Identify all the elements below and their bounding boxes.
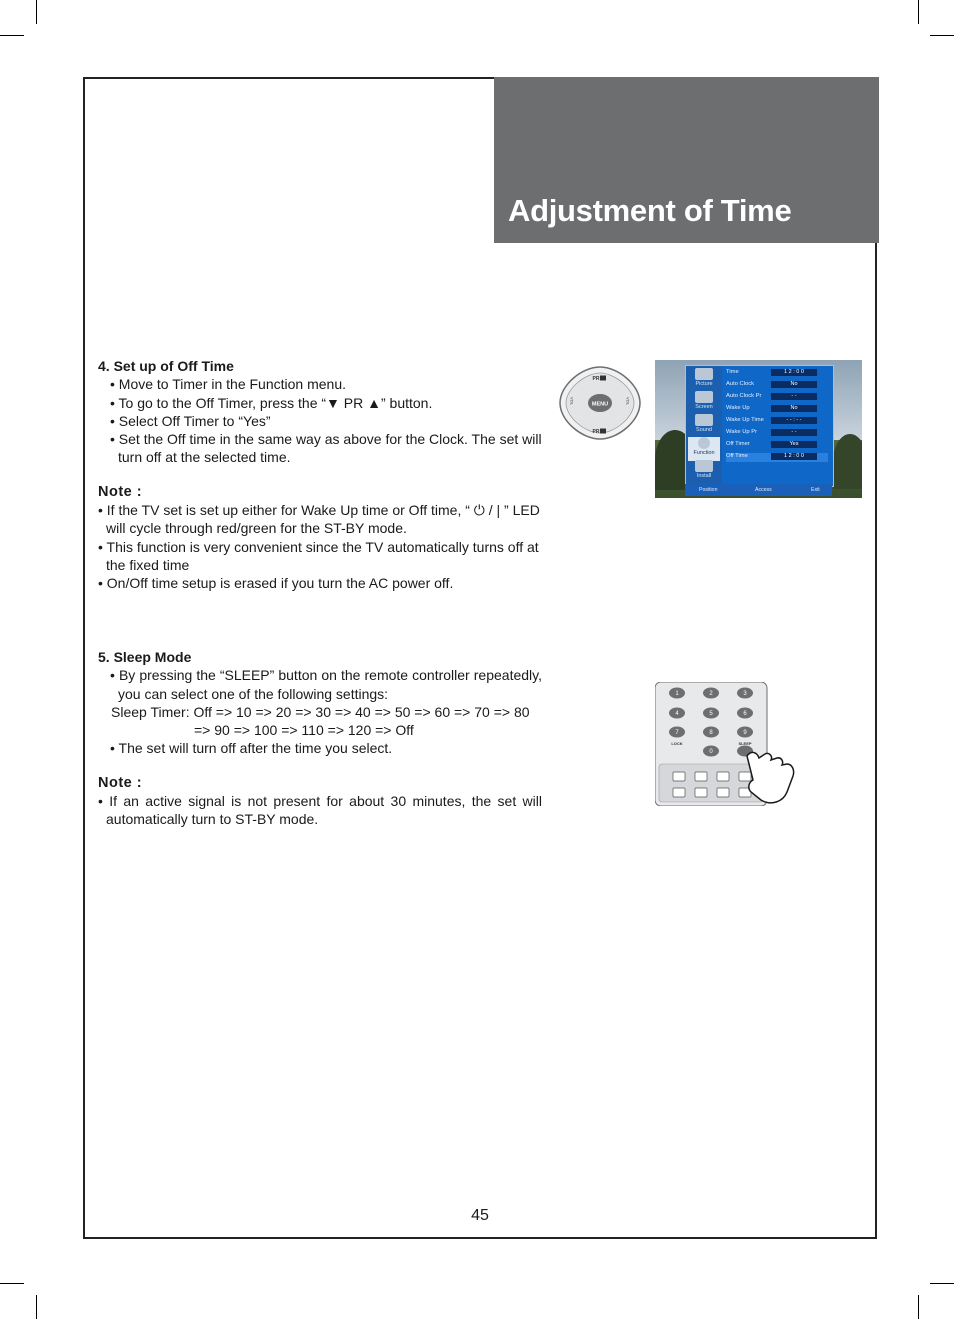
bullet: • Set the Off time in the same way as above for the Clock. The set will turn off at the selected time. [110, 431, 542, 466]
menu-value: - - : - - [771, 417, 817, 424]
menu-footer [685, 484, 832, 496]
svg-text:9: 9 [743, 730, 747, 736]
tv-menu-screenshot [655, 360, 862, 498]
remote-key[interactable] [739, 772, 751, 781]
menu-value: 1 2 : 0 0 [771, 453, 817, 460]
svg-text:8: 8 [709, 730, 713, 736]
menu-tab-function[interactable]: Function [688, 437, 720, 461]
crop-mark [918, 0, 919, 24]
svg-text:3: 3 [743, 691, 747, 697]
pointing-hand-icon [747, 752, 794, 802]
footer-exit: Exit [811, 487, 820, 493]
menu-row-off-timer[interactable]: Off Timer Yes [726, 441, 828, 450]
crop-mark [36, 0, 37, 24]
crop-mark [918, 1295, 919, 1319]
bullet: • By pressing the “SLEEP” button on the remote controller repeatedly, you can select one of the following settings: [110, 667, 542, 702]
remote-key[interactable] [717, 772, 729, 781]
bullet: • To go to the Off Timer, press the “▼ PR ▲” button. [110, 394, 433, 411]
tv-background-tree [833, 434, 862, 489]
crop-mark [0, 35, 24, 36]
title-banner [494, 77, 879, 243]
bullet: • Select Off Timer to “Yes” [110, 412, 271, 429]
svg-text:1: 1 [675, 691, 679, 697]
menu-label: MENU [591, 401, 609, 408]
footer-position: Position [699, 487, 718, 493]
bullet: • Move to Timer in the Function menu. [110, 376, 347, 393]
svg-text:0: 0 [709, 749, 713, 755]
note-label: Note : [98, 483, 143, 500]
page-number: 45 [471, 1207, 489, 1224]
menu-tab-install[interactable]: Install [688, 460, 720, 484]
sleep-timer-sequence-cont: => 90 => 100 => 110 => 120 => Off [194, 722, 414, 739]
remote-key[interactable] [717, 788, 729, 797]
pr-up-button[interactable] [600, 376, 606, 381]
menu-value: No [771, 381, 817, 388]
svg-text:5: 5 [709, 711, 713, 717]
sound-icon [695, 414, 713, 426]
menu-value: Yes [771, 441, 817, 448]
note-item: • If the TV set is set up either for Wake Up time or Off time, “ ⏻ / | ” LED will cycle through red/green for the ST-BY mode. [98, 502, 540, 537]
svg-text:2: 2 [709, 691, 713, 697]
vol-left-label: VOL [569, 396, 575, 406]
remote-key[interactable] [673, 788, 685, 797]
footer-access: Access [755, 487, 772, 493]
sleep-timer-sequence: Sleep Timer: Off => 10 => 20 => 30 => 40 => 50 => 60 => 70 => 80 [111, 703, 530, 720]
menu-tab-screen[interactable]: Screen [688, 391, 720, 415]
section-heading: 5. Sleep Mode [98, 649, 192, 665]
clock-icon [698, 437, 710, 449]
menu-row-wake-up-pr[interactable]: Wake Up Pr - - [726, 429, 828, 438]
page-title: Adjustment of Time [508, 193, 792, 228]
menu-row-auto-clock-pr[interactable]: Auto Clock Pr - - [726, 393, 828, 402]
note-item: • If an active signal is not present for about 30 minutes, the set will automatically turn to ST-BY mode. [98, 793, 542, 828]
menu-row-wake-up-time[interactable]: Wake Up Time - - : - - [726, 417, 828, 426]
remote-key[interactable] [695, 788, 707, 797]
menu-row-time[interactable]: Time 1 2 : 0 0 [726, 369, 828, 378]
menu-value: 1 2 : 0 0 [771, 369, 817, 376]
lock-label: LOCK [671, 741, 683, 746]
install-icon [695, 460, 713, 472]
crop-mark [930, 1283, 954, 1284]
sleep-label: SLEEP [738, 741, 752, 746]
bullet: • The set will turn off after the time you select. [110, 740, 393, 757]
svg-text:6: 6 [743, 711, 747, 717]
vol-right-label: VOL [625, 396, 631, 406]
pr-down-label: PR [592, 429, 600, 435]
remote-keypad-illustration [655, 682, 805, 806]
screen-icon [695, 391, 713, 403]
menu-value: No [771, 405, 817, 412]
section-heading: 4. Set up of Off Time [98, 358, 234, 374]
section-sleep-mode [98, 648, 542, 829]
menu-value: - - [771, 393, 817, 400]
menu-value: - - [771, 429, 817, 436]
note-item: • On/Off time setup is erased if you turn the AC power off. [98, 575, 454, 592]
crop-mark [930, 35, 954, 36]
svg-text:4: 4 [675, 711, 679, 717]
menu-row-wake-up[interactable]: Wake Up No [726, 405, 828, 414]
function-menu [685, 365, 834, 487]
svg-text:7: 7 [675, 730, 679, 736]
crop-mark [0, 1283, 24, 1284]
pr-up-label: PR [592, 376, 600, 382]
remote-key[interactable] [673, 772, 685, 781]
section-off-time [98, 357, 542, 593]
crop-mark [36, 1295, 37, 1319]
pr-down-button[interactable] [600, 429, 606, 434]
menu-sidebar [686, 366, 722, 486]
remote-key[interactable] [695, 772, 707, 781]
note-label: Note : [98, 774, 143, 791]
menu-row-auto-clock[interactable]: Auto Clock No [726, 381, 828, 390]
menu-tab-picture[interactable]: Picture [688, 368, 720, 392]
remote-navpad-illustration [558, 365, 642, 441]
picture-icon [695, 368, 713, 380]
menu-row-off-time[interactable]: Off Time 1 2 : 0 0 [726, 453, 828, 462]
note-item: • This function is very convenient since the TV automatically turns off at the fixed time [98, 538, 539, 573]
menu-tab-sound[interactable]: Sound [688, 414, 720, 438]
